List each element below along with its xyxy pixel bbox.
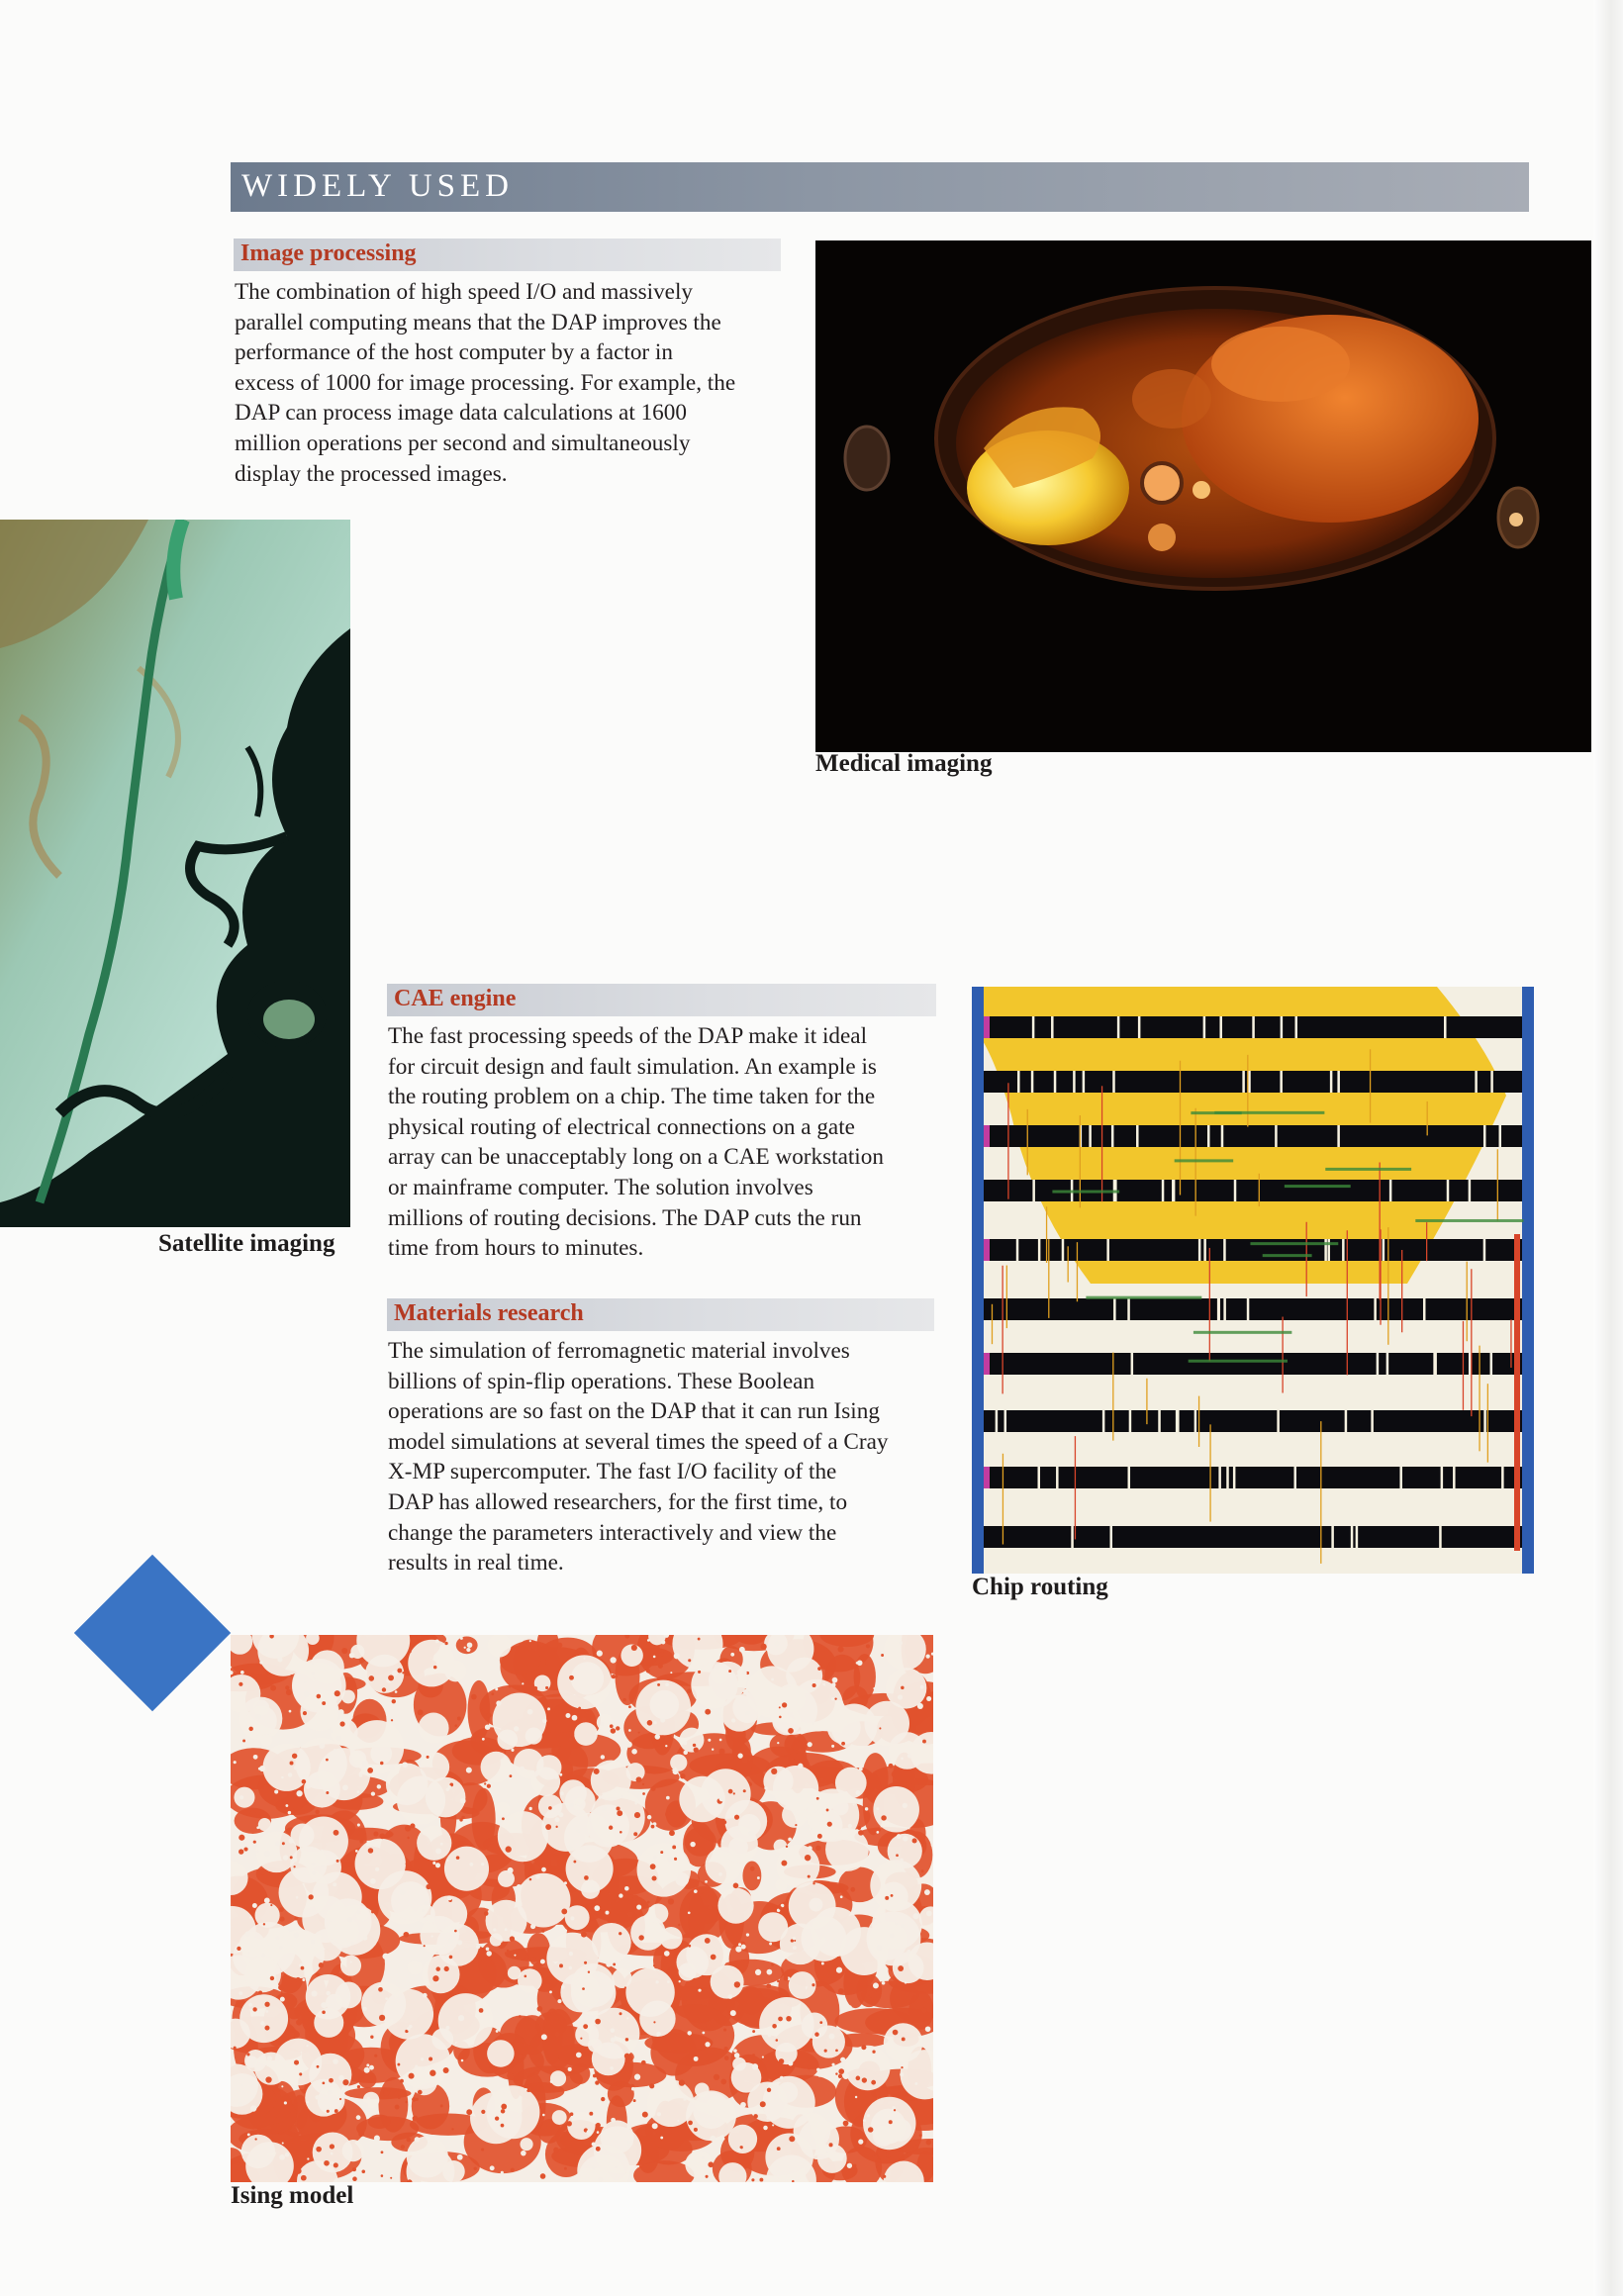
heading-image-processing xyxy=(234,239,781,271)
medical-scan-image xyxy=(815,240,1591,752)
heading-image-processing-label: Image processing xyxy=(240,240,417,266)
ising-model-figure xyxy=(231,1635,933,2182)
page-edge xyxy=(1593,0,1623,2296)
heading-materials-research-label: Materials research xyxy=(394,1300,584,1326)
text-image-processing: The combination of high speed I/O and massively parallel computing means that the DAP improves the performance of the host computer by a factor in excess of 1000 for image processing. For example, the DAP can process image data calculations at 1600 million operations per second and simultaneously display the processed images. xyxy=(235,279,736,487)
caption-chip-routing: Chip routing xyxy=(972,1574,1108,1600)
heading-cae-engine xyxy=(387,984,936,1016)
satellite-imaging-figure xyxy=(0,520,350,1227)
text-materials-research: The simulation of ferromagnetic material involves billions of spin-flip operations. These Boolean operations are so fast on the DAP that it can run Ising model simulations at several times the speed of a Cray X-MP supercomputer. The fast I/O facility of the DAP has allowed researchers, for the first time, to change the parameters interactively and view the results in real time. xyxy=(388,1338,889,1577)
blue-diamond-decoration xyxy=(74,1555,231,1711)
caption-medical-imaging: Medical imaging xyxy=(815,750,993,777)
medical-imaging-figure xyxy=(815,240,1591,752)
chip-routing-image xyxy=(972,987,1534,1574)
banner-title: WIDELY USED xyxy=(241,168,515,204)
satellite-image xyxy=(0,520,350,1227)
ising-model-image xyxy=(231,1635,933,2182)
caption-satellite-imaging: Satellite imaging xyxy=(158,1230,335,1257)
heading-materials-research xyxy=(387,1298,934,1331)
chip-routing-figure xyxy=(972,987,1534,1574)
caption-ising-model: Ising model xyxy=(231,2182,354,2209)
text-cae-engine: The fast processing speeds of the DAP make it ideal for circuit design and fault simulation. An example is the routing problem on a chip. The time taken for the physical routing of electrical connections on a gate array can be unacceptably long on a CAE workstation or mainframe computer. The solution involves millions of routing decisions. The DAP cuts the run time from hours to minutes. xyxy=(388,1023,884,1262)
heading-cae-engine-label: CAE engine xyxy=(394,986,517,1011)
section-banner xyxy=(231,162,1529,212)
